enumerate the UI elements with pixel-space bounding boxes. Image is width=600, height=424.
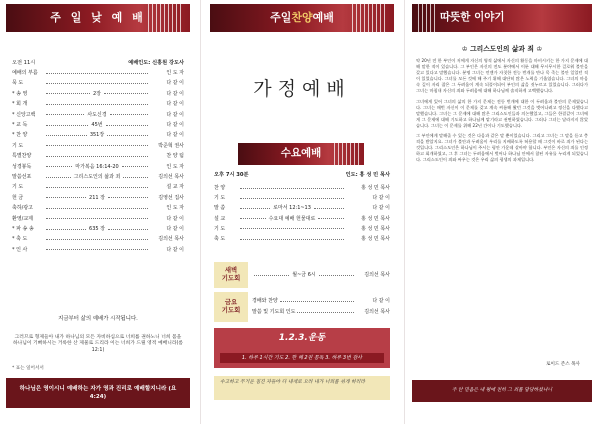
order-leader-dots <box>44 164 150 170</box>
dotted-leader <box>108 229 148 230</box>
order-label: 말씀 및 기도회 인도 <box>252 309 296 316</box>
essay-paragraph: 그녀에게 있어 그녀의 삶의 한 가지 문제는 전등 번개에 대한 이 두려움과 불안의 문제였습니다. 그녀는 매번 자신이 이 문제를 갖고 계속 씨름해 왔던 그것을 벗어나려고 정신을 다했다고 말했습니다. 그녀는 그 문제에 대해 많은 그리스도인들과 의논했었고, 그들은 한결같이 그녀에게 그 문제에 대해 기도하고 하나님께 맡기라고 권면하였습니다. 그러나 그녀는 달라지지 않았습니다. 그녀는 이 문제를 위해 22년 간이나 기도했습니다. <box>416 98 588 128</box>
order-label: 기 도 <box>12 184 24 191</box>
motto-box <box>6 378 190 408</box>
order-leader-dots <box>252 272 356 278</box>
dotted-leader <box>46 197 86 198</box>
order-person: 김의선 목사 <box>364 271 390 278</box>
order-leader-dots <box>44 145 150 146</box>
order-label: 경배와 찬양 <box>252 298 278 305</box>
dotted-leader <box>240 188 344 189</box>
order-person: 홍 성 민 목사 <box>361 184 390 191</box>
order-item: 월~금 6시 <box>292 271 316 278</box>
order-row <box>12 130 184 140</box>
order-item: 2장 <box>93 90 102 97</box>
order-row <box>12 68 184 78</box>
dotted-leader <box>46 145 148 146</box>
banner-stripes-decoration <box>148 4 184 32</box>
order-leader-dots <box>44 208 150 209</box>
order-label: 특별찬양 <box>12 153 32 160</box>
banner-stripes-decoration <box>334 143 360 165</box>
friday-prayer-tag: 금요 기도회 <box>214 292 248 322</box>
order-row <box>12 99 184 109</box>
order-leader-dots <box>44 83 150 84</box>
order-leader-dots <box>44 249 150 250</box>
dotted-leader <box>46 229 86 230</box>
order-item: 마가복음 16:14-20 <box>75 163 119 170</box>
dotted-leader <box>46 239 148 240</box>
order-label: 기 도 <box>12 142 24 149</box>
dotted-leader <box>46 73 148 74</box>
stand-footnote: * 표는 일어서서 <box>12 366 44 371</box>
order-person: 김의선 목사 <box>158 236 184 243</box>
order-label: 묵 도 <box>12 80 24 87</box>
dotted-leader <box>46 114 84 115</box>
order-person: 홍 성 민 목사 <box>361 215 390 222</box>
order-person: 홍 성 민 목사 <box>361 235 390 242</box>
order-leader-dots <box>44 122 150 128</box>
dotted-leader <box>46 156 148 157</box>
order-leader-dots <box>238 188 346 189</box>
order-label: * 송 영 <box>12 90 28 97</box>
friday-prayer-rows <box>248 292 390 322</box>
order-person: 인 도 자 <box>166 205 184 212</box>
order-label: 찬 양 <box>214 184 226 191</box>
order-person: 박준혁 권사 <box>158 142 184 149</box>
banner-stripes-decoration <box>352 4 388 32</box>
service-time: 오전 11시 <box>12 60 36 66</box>
order-row <box>12 151 184 161</box>
order-row <box>12 110 184 120</box>
dotted-leader <box>240 228 344 229</box>
movement-box <box>214 328 390 368</box>
order-leader-dots <box>238 216 346 222</box>
order-leader-dots <box>44 91 150 97</box>
order-leader-dots <box>44 112 150 118</box>
dotted-leader <box>46 104 148 105</box>
dotted-leader <box>280 301 354 302</box>
order-label: * 교 독 <box>12 122 28 129</box>
dotted-leader <box>240 218 266 219</box>
dotted-leader <box>240 239 344 240</box>
order-person: 다 같 이 <box>166 90 184 97</box>
sunday-worship-banner <box>6 4 190 32</box>
dotted-leader <box>46 187 148 188</box>
friday-prayer-block <box>214 292 390 322</box>
order-row <box>252 270 390 281</box>
order-label: * 찬 양 <box>12 132 28 139</box>
dotted-leader <box>46 177 71 178</box>
order-row <box>214 203 390 213</box>
wednesday-meta <box>214 172 390 179</box>
order-label: 축하/광고 <box>12 205 34 212</box>
order-leader-dots <box>238 198 346 199</box>
order-label: 설 교 <box>214 215 226 222</box>
order-person: 다 같 이 <box>372 195 390 202</box>
dawn-prayer-block <box>214 262 390 288</box>
benediction-line: 지금부터 삶의 예배가 시작됩니다. <box>58 316 138 322</box>
order-label: 헌 금 <box>12 194 24 201</box>
essay-byline: 로이드 존스 목사 <box>546 362 580 367</box>
order-row <box>12 172 184 182</box>
dotted-leader <box>46 93 90 94</box>
order-person: 다 같 이 <box>166 122 184 129</box>
order-row <box>12 203 184 213</box>
praise-worship-banner <box>210 4 394 32</box>
order-leader-dots <box>278 301 356 302</box>
dotted-leader <box>297 312 354 313</box>
order-leader-dots <box>44 73 150 74</box>
order-row <box>214 183 390 193</box>
wednesday-time: 오후 7시 30분 <box>214 172 249 178</box>
fold-line <box>404 0 405 424</box>
order-label: 환영/교제 <box>12 215 34 222</box>
order-row <box>214 214 390 224</box>
order-row <box>12 141 184 151</box>
dotted-leader <box>46 83 148 84</box>
essay-paragraph: 그 부인에게 말해줄 수 있는 것은 다음과 같은 말 뿐이었습니다. 그리고 그녀는 그 말을 듣고 충격을 받았지요. 그녀가 불안과 두려움이 우리를 지배하도록 허용할 때 그것이 바로 죄가 된다는 것입니다. 그리스도인은 하나님이 주시는 평안 가운데 살아야 합니다. 부인은 자신의 죄를 인정하고 회개하였고, 그 후 그녀는 두려움에서 벗어나 하나님 안에서 참된 자유를 누리게 되었습니다. 그리스도인이 죄와 싸우는 것은 우리 삶의 평생의 과제입니다. <box>416 133 588 163</box>
service-leader: 예배인도: 신홍원 강도사 <box>128 60 184 66</box>
order-person: 김의선 목사 <box>158 173 184 180</box>
dotted-leader <box>106 125 148 126</box>
order-person: 다 같 이 <box>166 132 184 139</box>
dotted-leader <box>240 198 344 199</box>
order-label: 예배의 부름 <box>12 70 38 77</box>
order-label: 기 도 <box>214 225 226 232</box>
order-person: 다 같 이 <box>166 111 184 118</box>
essay-body <box>416 58 588 168</box>
order-leader-dots <box>238 228 346 229</box>
order-item: 그리스도인의 삶과 죄 <box>73 173 121 180</box>
order-label: 말 씀 <box>214 205 226 212</box>
order-person: 다 같 이 <box>166 101 184 108</box>
dotted-leader <box>46 125 88 126</box>
order-person: 다 같 이 <box>372 298 390 305</box>
order-item: 45번 <box>91 122 103 129</box>
dotted-leader <box>110 114 148 115</box>
order-row <box>12 78 184 88</box>
order-row <box>214 224 390 234</box>
order-row <box>12 162 184 172</box>
footer-verse: 주 안 믿음은 내 평에 친히 그 죄를 담당하셨나니 <box>451 388 553 393</box>
movement-title: 1.2.3.운동 <box>278 333 326 343</box>
warm-story-banner <box>412 4 592 32</box>
service-meta <box>12 60 184 67</box>
order-leader-dots <box>44 156 150 157</box>
order-leader-dots <box>238 205 346 211</box>
motto-text: 하나님은 영이시니 예배하는 자가 영과 진리로 예배할지니라 (요4:24) <box>19 385 177 400</box>
order-item: 635 장 <box>89 225 105 232</box>
dawn-prayer-tag: 새벽 기도회 <box>214 262 248 288</box>
worship-order-list <box>12 68 184 255</box>
order-person: 홍 성 민 목사 <box>361 225 390 232</box>
order-label: * 인 사 <box>12 246 28 253</box>
order-row <box>12 193 184 203</box>
wednesday-worship-banner <box>238 143 364 165</box>
order-person: 다 같 이 <box>166 215 184 222</box>
wednesday-title: 수요예배 <box>280 147 322 160</box>
sunday-worship-panel <box>0 0 196 424</box>
dotted-leader <box>314 208 344 209</box>
order-leader-dots <box>44 239 150 240</box>
order-person: 다 같 이 <box>166 80 184 87</box>
banner-stripes-decoration <box>418 4 436 32</box>
order-person: 김의선 목사 <box>364 309 390 316</box>
order-row <box>12 234 184 244</box>
praise-title-highlight: 찬양 <box>291 11 313 25</box>
movement-subtitle: 1. 하루 1시간 기도 2. 한 해 2권 통독 3. 하루 3번 감사 <box>220 353 384 363</box>
dotted-leader <box>104 93 148 94</box>
praise-and-wednesday-panel <box>204 0 400 424</box>
order-label: * 축 도 <box>12 236 28 243</box>
order-label: 기 도 <box>214 195 226 202</box>
order-row <box>12 224 184 234</box>
order-person: 찬 양 팀 <box>166 153 184 160</box>
order-item: 수요대 예배 헌물대로 <box>268 215 316 222</box>
dotted-leader <box>318 218 344 219</box>
order-leader-dots <box>44 104 150 105</box>
order-leader-dots <box>44 195 150 201</box>
dotted-leader <box>107 135 148 136</box>
order-leader-dots <box>44 218 150 219</box>
dotted-leader <box>123 177 148 178</box>
order-leader-dots <box>295 312 356 313</box>
dotted-leader <box>240 208 270 209</box>
dotted-leader <box>108 197 148 198</box>
order-row <box>12 213 184 223</box>
dotted-leader <box>254 275 289 276</box>
order-leader-dots <box>44 187 150 188</box>
family-worship-title: 가정예배 <box>253 78 351 100</box>
order-row <box>12 89 184 99</box>
order-label: 성경봉독 <box>12 163 32 170</box>
order-item: 211 장 <box>89 194 105 201</box>
order-label: 말씀선포 <box>12 173 32 180</box>
scripture-quote: 그러므로 형제들아 내가 하나님의 모든 자비하심으로 너희를 권하노니 너희 몸을 하나님이 기뻐하시는 거룩한 산 제물로 드리라 이는 너희가 드릴 영적 예배니라(롬 12:1) <box>12 335 184 353</box>
fold-line <box>200 0 201 424</box>
invitation-note: 수고하고 무거운 짐진 자들아 다 내게로 오라 내가 너희를 쉬게 하리라 <box>214 376 390 400</box>
essay-title: ♔ 그리스도인의 삶과 죄 ♔ <box>461 45 543 53</box>
dotted-leader <box>46 135 87 136</box>
order-person: 다 같 이 <box>372 205 390 212</box>
order-row <box>252 307 390 318</box>
dotted-leader <box>122 166 148 167</box>
essay-paragraph: 약 20년 전 한 부인이 저에게 자신의 영적 삶에서 자신의 활동을 마비시키는 한 가지 문제에 대해 말한 적이 있습니다. 그 부인은 자신의 전도 분야에서 이룬 대해 무시무시한 걸로워 불안을 갖고 있다고 말했습니다. 분명 그녀는 언젠가 자칫한 전능 번개를 만나 목 죽는 불안 일었던 적이 있었습니다. 그녀를 모든 것에 해 주기 위해 대단히 많은 노력을 기울였습니다. 그녀의 마음 속 깊이 자리 잡은 그 두려움이 계속 되풀이되어 부인의 삶을 짓누르고 있었습니다. 그러다가 그녀는 마침내 자신의 죄와 두려움에 대해 하나님께 솔직하게 고백했습니다. <box>416 58 588 94</box>
order-person: 인 도 자 <box>166 163 184 170</box>
order-label: 축 도 <box>214 235 226 242</box>
footer-verse-box <box>412 380 592 402</box>
order-person: 김영선 집사 <box>158 194 184 201</box>
order-item: 사도신경 <box>87 111 107 118</box>
praise-title-b: 예배 <box>312 11 334 25</box>
warm-story-panel <box>408 0 600 424</box>
order-row <box>12 245 184 255</box>
wednesday-leader: 인도: 홍 성 민 목사 <box>345 172 390 178</box>
praise-title-a: 주일 <box>270 11 292 25</box>
dotted-leader <box>46 166 72 167</box>
order-row <box>214 193 390 203</box>
wednesday-order-list <box>214 183 390 244</box>
order-label: * 파 송 송 <box>12 225 34 232</box>
order-leader-dots <box>44 132 150 138</box>
order-person: 다 같 이 <box>166 225 184 232</box>
order-label: * 신앙고백 <box>12 111 36 118</box>
order-row <box>12 182 184 192</box>
order-row <box>214 234 390 244</box>
order-person: 설 교 자 <box>166 184 184 191</box>
order-item: 351장 <box>89 132 105 139</box>
warm-story-title: 따뜻한 이야기 <box>440 11 505 24</box>
order-leader-dots <box>44 174 150 180</box>
order-person: 인 도 자 <box>166 70 184 77</box>
order-person: 다 같 이 <box>166 246 184 253</box>
order-label: * 회 개 <box>12 101 28 108</box>
sunday-worship-title: 주 일 낮 예 배 <box>50 11 146 25</box>
dotted-leader <box>46 249 148 250</box>
order-row <box>252 296 390 307</box>
order-leader-dots <box>238 239 346 240</box>
dotted-leader <box>319 275 354 276</box>
order-item: 로마서 12:1~13 <box>273 205 311 212</box>
order-row <box>12 120 184 130</box>
order-leader-dots <box>44 226 150 232</box>
dawn-prayer-rows <box>248 262 390 288</box>
dotted-leader <box>46 208 148 209</box>
dotted-leader <box>46 218 148 219</box>
